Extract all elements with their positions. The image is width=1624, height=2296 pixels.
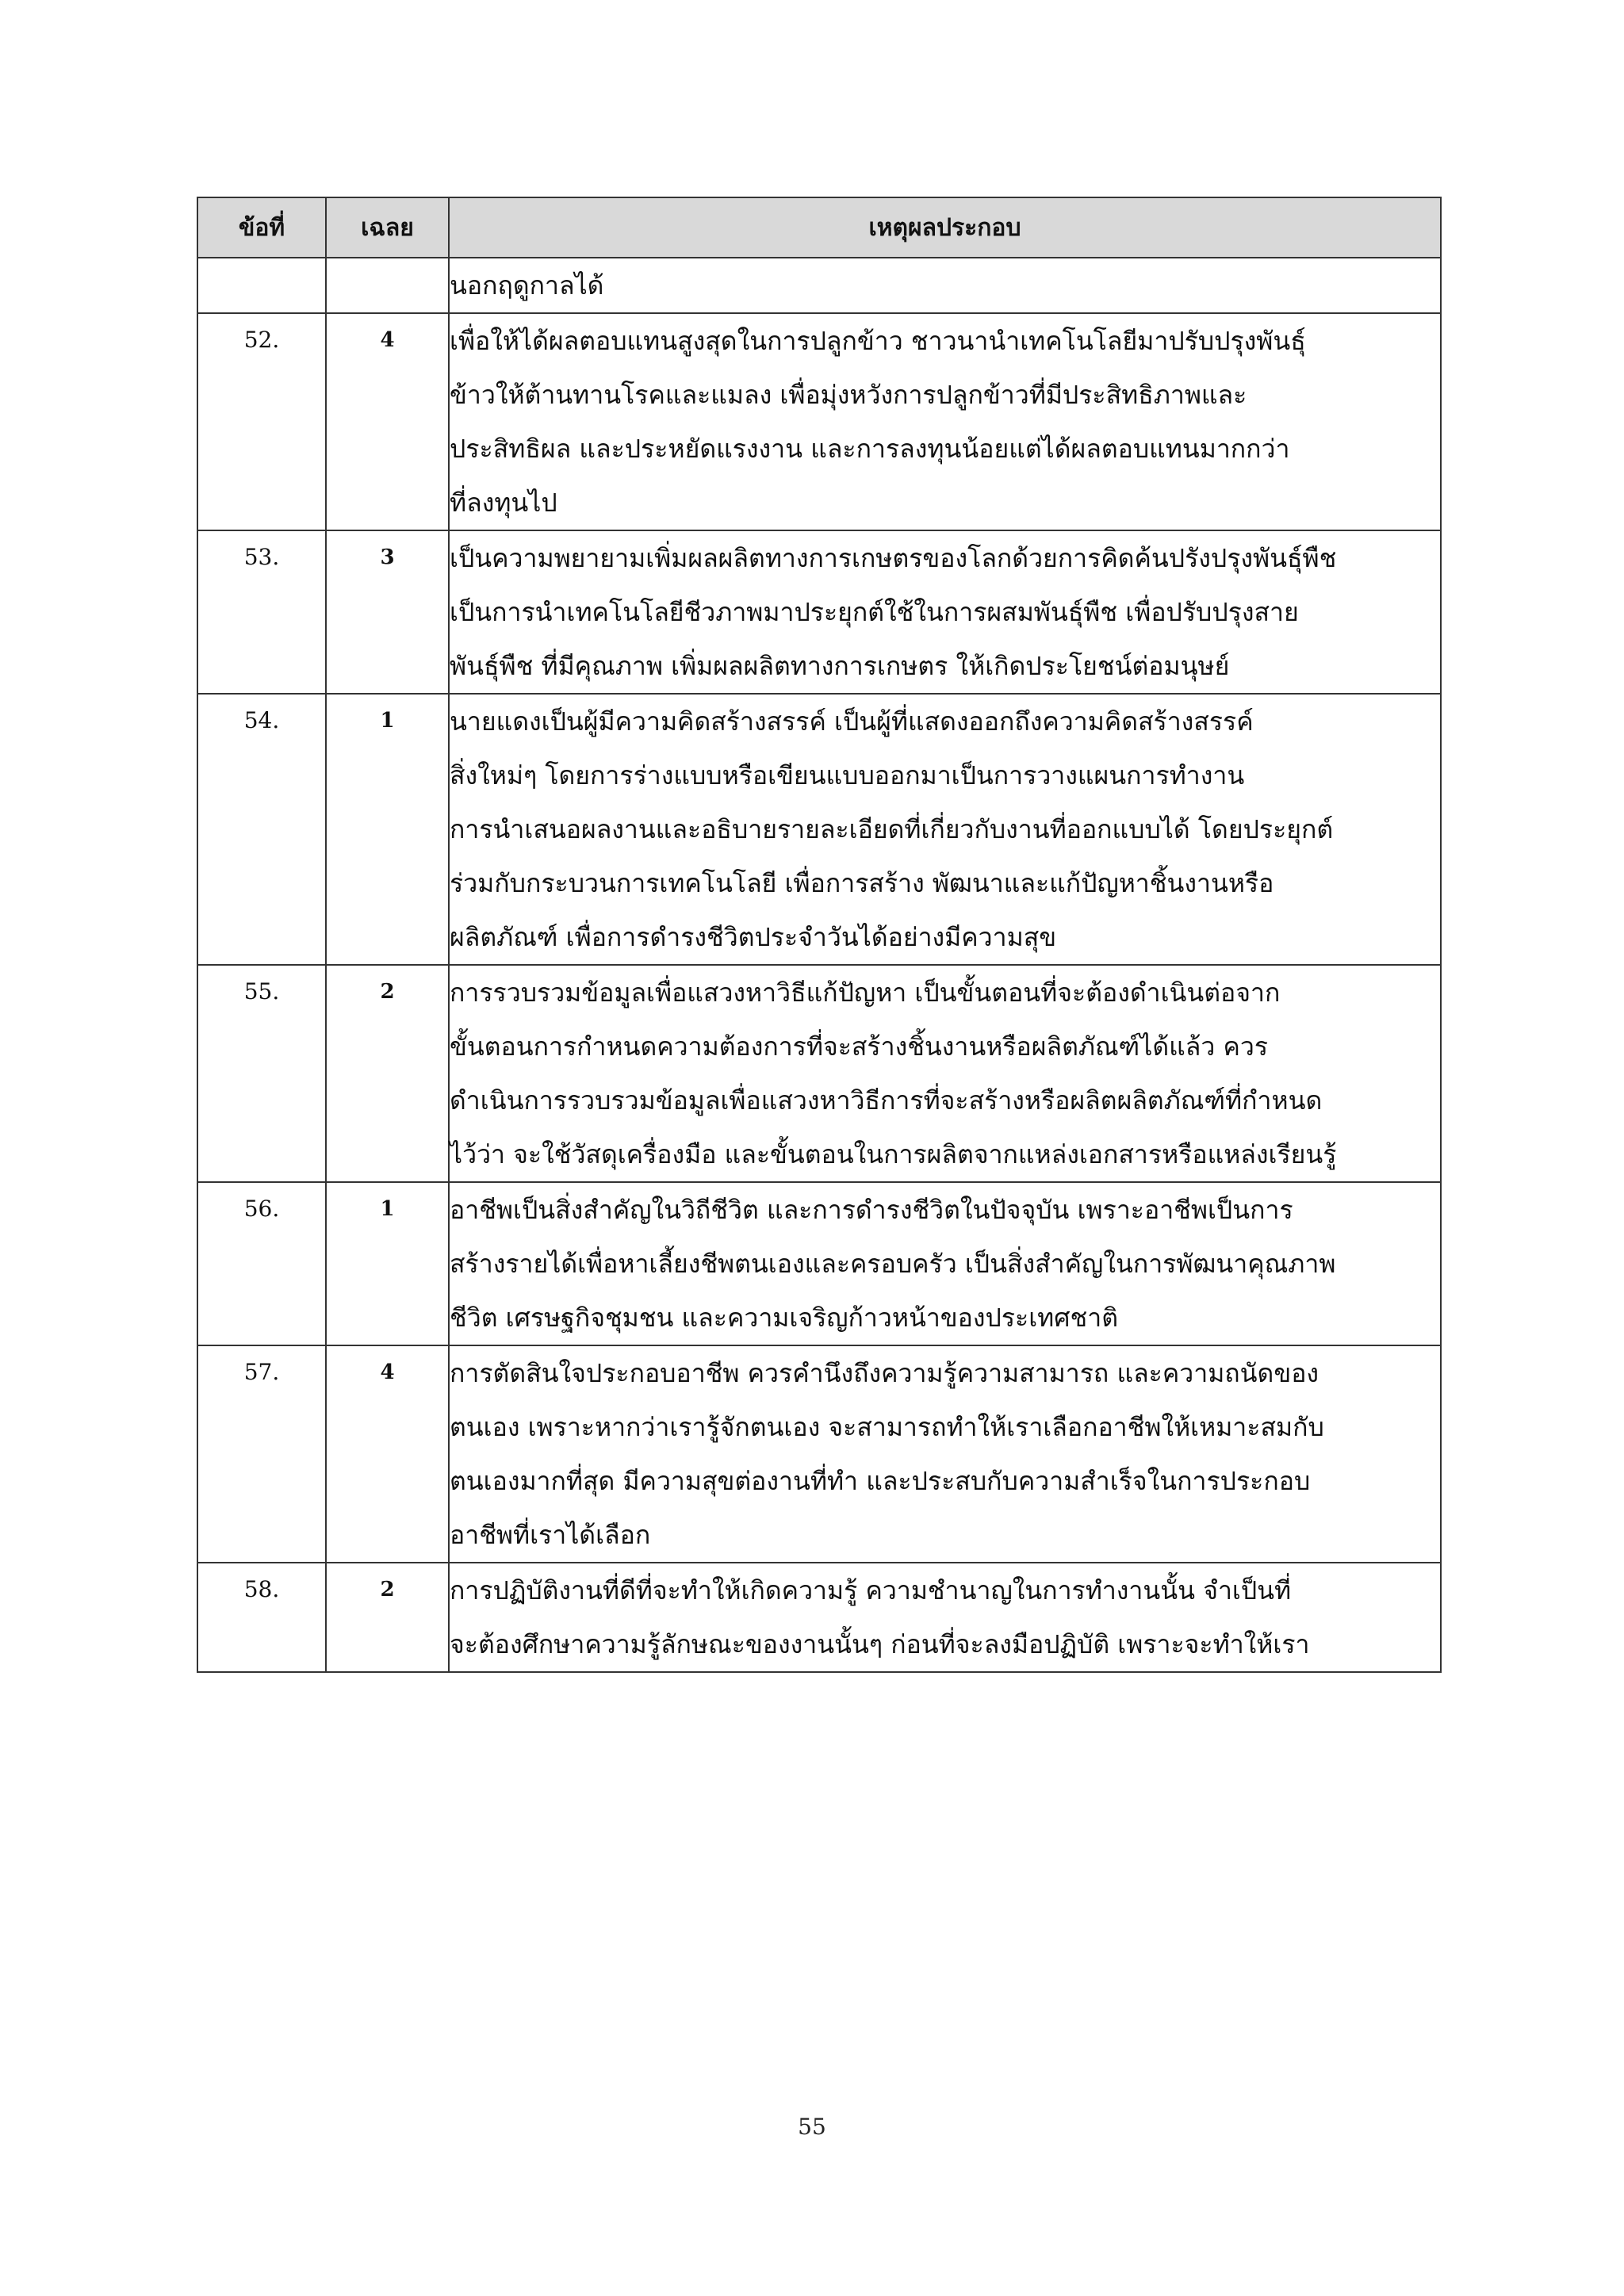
table-header-row (197, 197, 1441, 258)
answer-choice: 1 (326, 694, 449, 965)
reason-line: นายแดงเป็นผู้มีความคิดสร้างสรรค์ เป็นผู้ที่แสดงออกถึงความคิดสร้างสรรค์ (450, 706, 1254, 737)
reason-cell (449, 1345, 1441, 1563)
table-row (197, 530, 1441, 694)
table-row (197, 313, 1441, 530)
answer-choice: 4 (326, 313, 449, 530)
reason-cell (449, 694, 1441, 965)
reason-line: จะต้องศึกษาความรู้ลักษณะของงานนั้นๆ ก่อนที่จะลงมือปฏิบัติ เพราะจะทำให้เรา (450, 1629, 1310, 1659)
question-number: 58. (197, 1563, 326, 1672)
answer-choice: 3 (326, 530, 449, 694)
table-row (197, 965, 1441, 1182)
reason-cell (449, 258, 1441, 313)
reason-line: สร้างรายได้เพื่อหาเลี้ยงชีพตนเองและครอบครัว เป็นสิ่งสำคัญในการพัฒนาคุณภาพ (450, 1249, 1336, 1279)
answer-choice (326, 258, 449, 313)
page-number: 55 (798, 2114, 826, 2140)
reason-line: การตัดสินใจประกอบอาชีพ ควรคำนึงถึงความรู้ความสามารถ และความถนัดของ (450, 1358, 1320, 1388)
table-row (197, 1345, 1441, 1563)
table-row (197, 258, 1441, 313)
reason-line: ชีวิต เศรษฐกิจชุมชน และความเจริญก้าวหน้าของประเทศชาติ (450, 1303, 1118, 1333)
reason-line: ข้าวให้ต้านทานโรคและแมลง เพื่อมุ่งหวังการปลูกข้าวที่มีประสิทธิภาพและ (450, 380, 1247, 410)
question-number: 53. (197, 530, 326, 694)
header-reason: เหตุผลประกอบ (449, 197, 1441, 258)
reason-line: ร่วมกับกระบวนการเทคโนโลยี เพื่อการสร้าง พัฒนาและแก้ปัญหาชิ้นงานหรือ (450, 868, 1274, 898)
table-row (197, 1182, 1441, 1345)
reason-line: การปฏิบัติงานที่ดีที่จะทำให้เกิดความรู้ ความชำนาญในการทำงานนั้น จำเป็นที่ (450, 1575, 1292, 1605)
reason-line: การนำเสนอผลงานและอธิบายรายละเอียดที่เกี่ยวกับงานที่ออกแบบได้ โดยประยุกต์ (450, 814, 1334, 844)
reason-line: อาชีพเป็นสิ่งสำคัญในวิถีชีวิต และการดำรงชีวิตในปัจจุบัน เพราะอาชีพเป็นการ (450, 1195, 1293, 1225)
reason-line: เป็นการนำเทคโนโลยีชีวภาพมาประยุกต์ใช้ในการผสมพันธุ์พืช เพื่อปรับปรุงสาย (450, 597, 1299, 627)
reason-cell (449, 965, 1441, 1182)
table-row (197, 694, 1441, 965)
answer-choice: 2 (326, 965, 449, 1182)
reason-line: พันธุ์พืช ที่มีคุณภาพ เพิ่มผลผลิตทางการเกษตร ให้เกิดประโยชน์ต่อมนุษย์ (450, 651, 1230, 681)
reason-line: ไว้ว่า จะใช้วัสดุเครื่องมือ และขั้นตอนในการผลิตจากแหล่งเอกสารหรือแหล่งเรียนรู้ (450, 1139, 1337, 1169)
answer-choice: 4 (326, 1345, 449, 1563)
reason-line: เพื่อให้ได้ผลตอบแทนสูงสุดในการปลูกข้าว ชาวนานำเทคโนโลยีมาปรับปรุงพันธุ์ (450, 326, 1306, 356)
reason-line: ดำเนินการรวบรวมข้อมูลเพื่อแสวงหาวิธีการที่จะสร้างหรือผลิตผลิตภัณฑ์ที่กำหนด (450, 1085, 1323, 1115)
reason-line: ที่ลงทุนไป (450, 488, 557, 518)
reason-cell (449, 313, 1441, 530)
question-number: 52. (197, 313, 326, 530)
reason-line: สิ่งใหม่ๆ โดยการร่างแบบหรือเขียนแบบออกมาเป็นการวางแผนการทำงาน (450, 760, 1245, 790)
question-number: 56. (197, 1182, 326, 1345)
reason-line: ผลิตภัณฑ์ เพื่อการดำรงชีวิตประจำวันได้อย่างมีความสุข (450, 922, 1057, 952)
answer-table (197, 197, 1442, 1673)
reason-line: ขั้นตอนการกำหนดความต้องการที่จะสร้างชิ้นงานหรือผลิตภัณฑ์ได้แล้ว ควร (450, 1031, 1269, 1062)
answer-choice: 2 (326, 1563, 449, 1672)
question-number: 54. (197, 694, 326, 965)
reason-cell (449, 1182, 1441, 1345)
table-body (197, 258, 1441, 1672)
reason-line: นอกฤดูกาลได้ (450, 270, 604, 300)
question-number: 57. (197, 1345, 326, 1563)
reason-cell (449, 1563, 1441, 1672)
reason-line: เป็นความพยายามเพิ่มผลผลิตทางการเกษตรของโลกด้วยการคิดค้นปรังปรุงพันธุ์พืช (450, 543, 1337, 573)
reason-line: อาชีพที่เราได้เลือก (450, 1520, 651, 1550)
answer-choice: 1 (326, 1182, 449, 1345)
reason-line: ประสิทธิผล และประหยัดแรงงาน และการลงทุนน้อยแต่ได้ผลตอบแทนมากกว่า (450, 434, 1290, 464)
question-number: 55. (197, 965, 326, 1182)
header-answer: เฉลย (326, 197, 449, 258)
question-number (197, 258, 326, 313)
header-question-number: ข้อที่ (197, 197, 326, 258)
table-row (197, 1563, 1441, 1672)
reason-line: ตนเองมากที่สุด มีความสุขต่องานที่ทำ และประสบกับความสำเร็จในการประกอบ (450, 1466, 1311, 1496)
reason-cell (449, 530, 1441, 694)
reason-line: ตนเอง เพราะหากว่าเรารู้จักตนเอง จะสามารถทำให้เราเลือกอาชีพให้เหมาะสมกับ (450, 1412, 1324, 1442)
reason-line: การรวบรวมข้อมูลเพื่อแสวงหาวิธีแก้ปัญหา เป็นขั้นตอนที่จะต้องดำเนินต่อจาก (450, 978, 1281, 1008)
